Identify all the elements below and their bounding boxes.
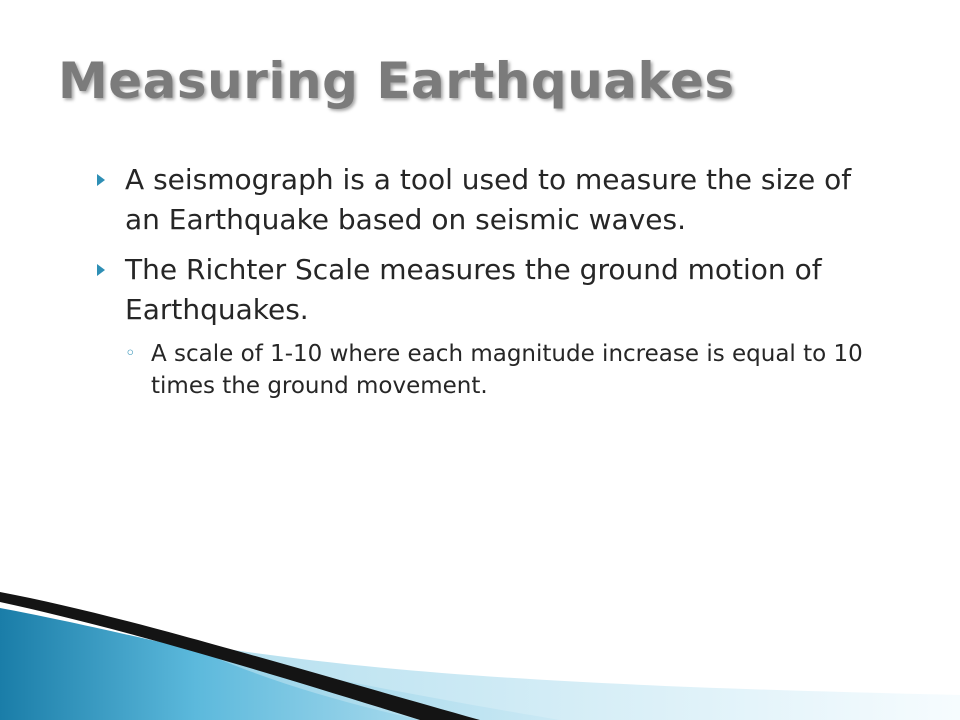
decorative-wave — [0, 590, 960, 720]
bullet-text-prefix: A — [125, 163, 154, 196]
circle-bullet-icon: ◦ — [125, 343, 136, 364]
triangle-bullet-icon — [97, 174, 105, 186]
bullet-text-rest: measures the ground motion of Earthquakes. — [125, 253, 822, 326]
sub-bullet-scale-description — [125, 338, 885, 402]
triangle-bullet-icon — [97, 264, 105, 276]
sub-bullet-text: A scale of 1-10 where each magnitude increase is equal to 10 times the ground movement. — [151, 341, 863, 399]
slide-content — [95, 160, 885, 402]
bullet-text-prefix: The — [125, 253, 186, 286]
bullet-seismograph — [95, 160, 885, 240]
slide-title: Measuring Earthquakes — [58, 52, 735, 110]
term-richter-scale: Richter Scale — [185, 253, 371, 286]
bullet-text-rest: is a tool used to measure the size of an Earthquake based on seismic waves. — [125, 163, 852, 236]
term-seismograph: seismograph — [153, 163, 334, 196]
bullet-richter-scale — [95, 250, 885, 330]
